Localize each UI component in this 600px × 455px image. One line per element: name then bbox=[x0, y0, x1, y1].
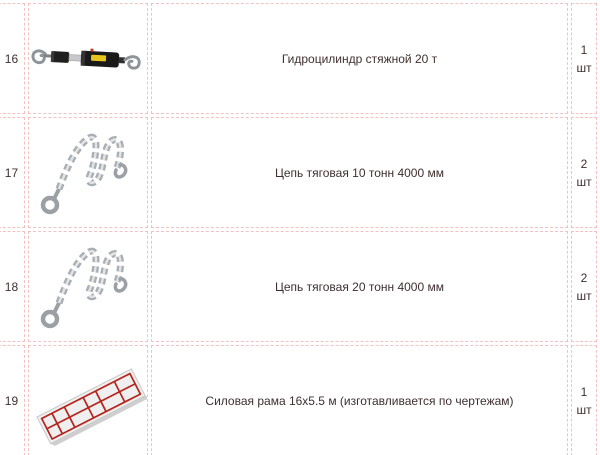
quantity-value: 2 bbox=[580, 270, 588, 285]
description-cell bbox=[151, 345, 568, 455]
quantity-unit: шт bbox=[576, 288, 592, 303]
frame-image bbox=[29, 349, 147, 453]
table-row bbox=[0, 345, 597, 455]
description-cell bbox=[151, 117, 568, 228]
product-description: Гидроцилиндр стяжной 20 т bbox=[281, 51, 438, 66]
product-description: Силовая рама 16х5.5 м (изготавливается по чертежам) bbox=[205, 393, 514, 408]
row-number-cell bbox=[0, 117, 25, 228]
quantity-unit: шт bbox=[576, 60, 592, 75]
table-row bbox=[0, 3, 597, 114]
description-cell bbox=[151, 3, 568, 114]
row-number-cell bbox=[0, 3, 25, 114]
table-row bbox=[0, 231, 597, 342]
quantity-cell bbox=[571, 117, 597, 228]
chain-image bbox=[29, 123, 147, 223]
row-number: 16 bbox=[4, 51, 19, 66]
quantity-value: 2 bbox=[580, 156, 588, 171]
row-number: 17 bbox=[4, 165, 19, 180]
product-image-cell bbox=[28, 117, 148, 228]
quantity-value: 1 bbox=[580, 384, 588, 399]
row-number-cell bbox=[0, 345, 25, 455]
description-cell bbox=[151, 231, 568, 342]
table-row bbox=[0, 117, 597, 228]
quantity-cell bbox=[571, 231, 597, 342]
chain-image bbox=[29, 237, 147, 337]
quantity-unit: шт bbox=[576, 402, 592, 417]
equipment-table-body bbox=[0, 3, 597, 455]
hydraulic-cylinder-image bbox=[29, 37, 147, 81]
row-number: 19 bbox=[4, 393, 19, 408]
row-number: 18 bbox=[4, 279, 19, 294]
quantity-value: 1 bbox=[580, 42, 588, 57]
product-image-cell bbox=[28, 345, 148, 455]
product-image-cell bbox=[28, 3, 148, 114]
product-description: Цепь тяговая 10 тонн 4000 мм bbox=[274, 165, 444, 180]
quantity-cell bbox=[571, 345, 597, 455]
quantity-cell bbox=[571, 3, 597, 114]
product-description: Цепь тяговая 20 тонн 4000 мм bbox=[274, 279, 444, 294]
product-image-cell bbox=[28, 231, 148, 342]
row-number-cell bbox=[0, 231, 25, 342]
quantity-unit: шт bbox=[576, 174, 592, 189]
